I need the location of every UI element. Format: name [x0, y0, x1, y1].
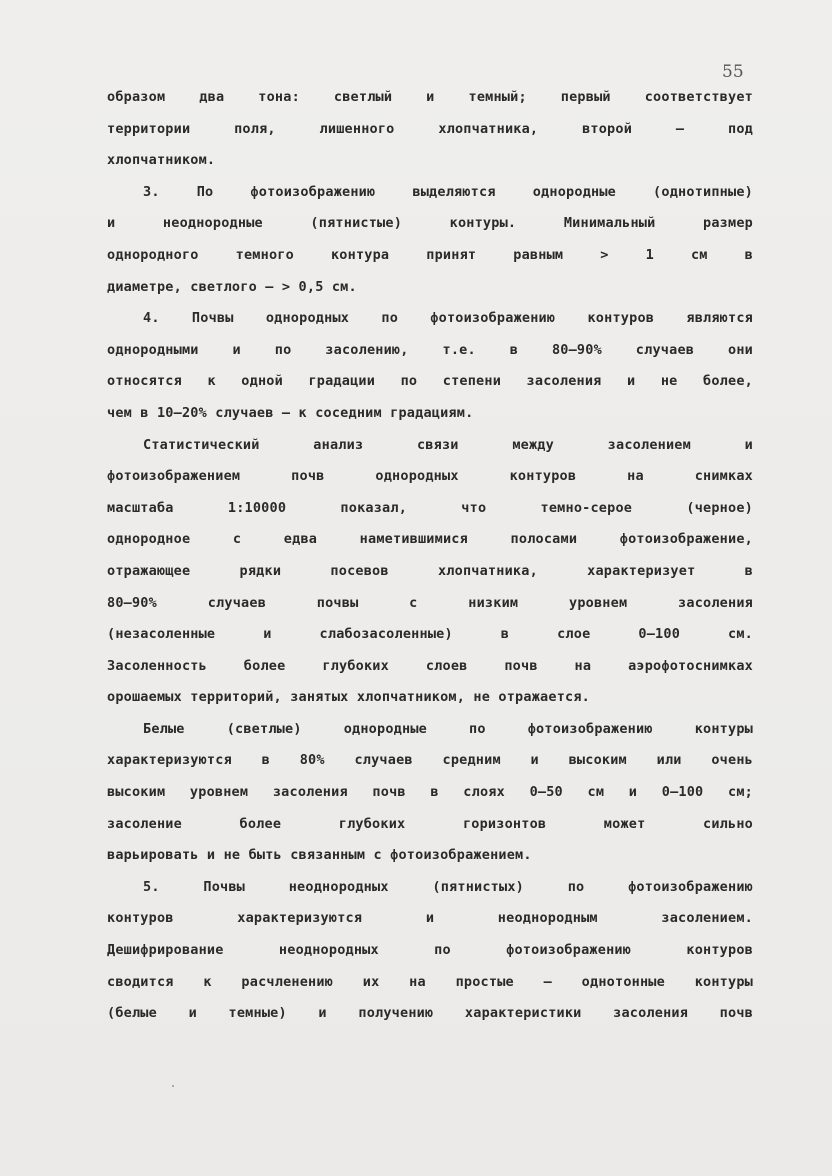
text-line: высоким уровнем засоления почв в слоях 0–50 см и 0–100 см;	[107, 784, 753, 801]
text-line: диаметре, светлого – > 0,5 см.	[107, 278, 357, 295]
text-line: (белые и темные) и получению характеристики засоления почв	[107, 1005, 753, 1022]
text-line: однородное с едва наметившимися полосами фотоизображение,	[107, 531, 753, 548]
text-line: чем в 10–20% случаев – к соседним градациям.	[107, 404, 474, 421]
text-line: орошаемых территорий, занятых хлопчатником, не отражается.	[107, 689, 591, 706]
text-line: однородными и по засолению, т.е. в 80–90% случаев они	[107, 341, 753, 358]
text-line: сводится к расчленению их на простые – однотонные контуры	[107, 973, 753, 990]
text-line: отражающее рядки посевов хлопчатника, характеризует в	[107, 562, 753, 579]
text-line: образом два тона: светлый и темный; первый соответствует	[107, 89, 753, 105]
text-line: хлопчатником.	[107, 152, 216, 169]
text-line: Дешифрирование неоднородных по фотоизображению контуров	[107, 942, 753, 959]
text-line: варьировать и не быть связанным с фотоизображением.	[107, 847, 532, 864]
text-line: однородного темного контура принят равным > 1 см в	[107, 246, 753, 263]
text-line: характеризуются в 80% случаев средним и высоким или очень	[107, 752, 753, 769]
text-line: относятся к одной градации по степени засоления и не более,	[107, 373, 753, 390]
page-number: 55	[722, 62, 744, 82]
scan-speck	[172, 1085, 174, 1087]
text-line: фотоизображением почв однородных контуров на снимках	[107, 468, 753, 485]
body-text	[107, 82, 753, 1030]
text-line: 80–90% случаев почвы с низким уровнем засоления	[107, 594, 753, 611]
text-line: и неоднородные (пятнистые) контуры. Минимальный размер	[107, 215, 753, 232]
text-line: масштаба 1:10000 показал, что темно-серое (черное)	[107, 499, 753, 516]
text-line: (незасоленные и слабозасоленные) в слое 0–100 см.	[107, 626, 753, 643]
text-line: 5. Почвы неоднородных (пятнистых) по фотоизображению	[143, 878, 753, 895]
text-line: контуров характеризуются и неоднородным засолением.	[107, 910, 753, 927]
text-line: 4. Почвы однородных по фотоизображению контуров являются	[143, 310, 753, 327]
text-line: Статистический анализ связи между засолением и	[143, 436, 753, 453]
text-line: 3. По фотоизображению выделяются однородные (однотипные)	[143, 183, 753, 200]
text-line: засоление более глубоких горизонтов может сильно	[107, 815, 753, 832]
text-line: Белые (светлые) однородные по фотоизображению контуры	[143, 720, 753, 737]
text-line: территории поля, лишенного хлопчатника, второй – под	[107, 120, 753, 137]
text-line: Засоленность более глубоких слоев почв на аэрофотоснимках	[107, 657, 753, 674]
